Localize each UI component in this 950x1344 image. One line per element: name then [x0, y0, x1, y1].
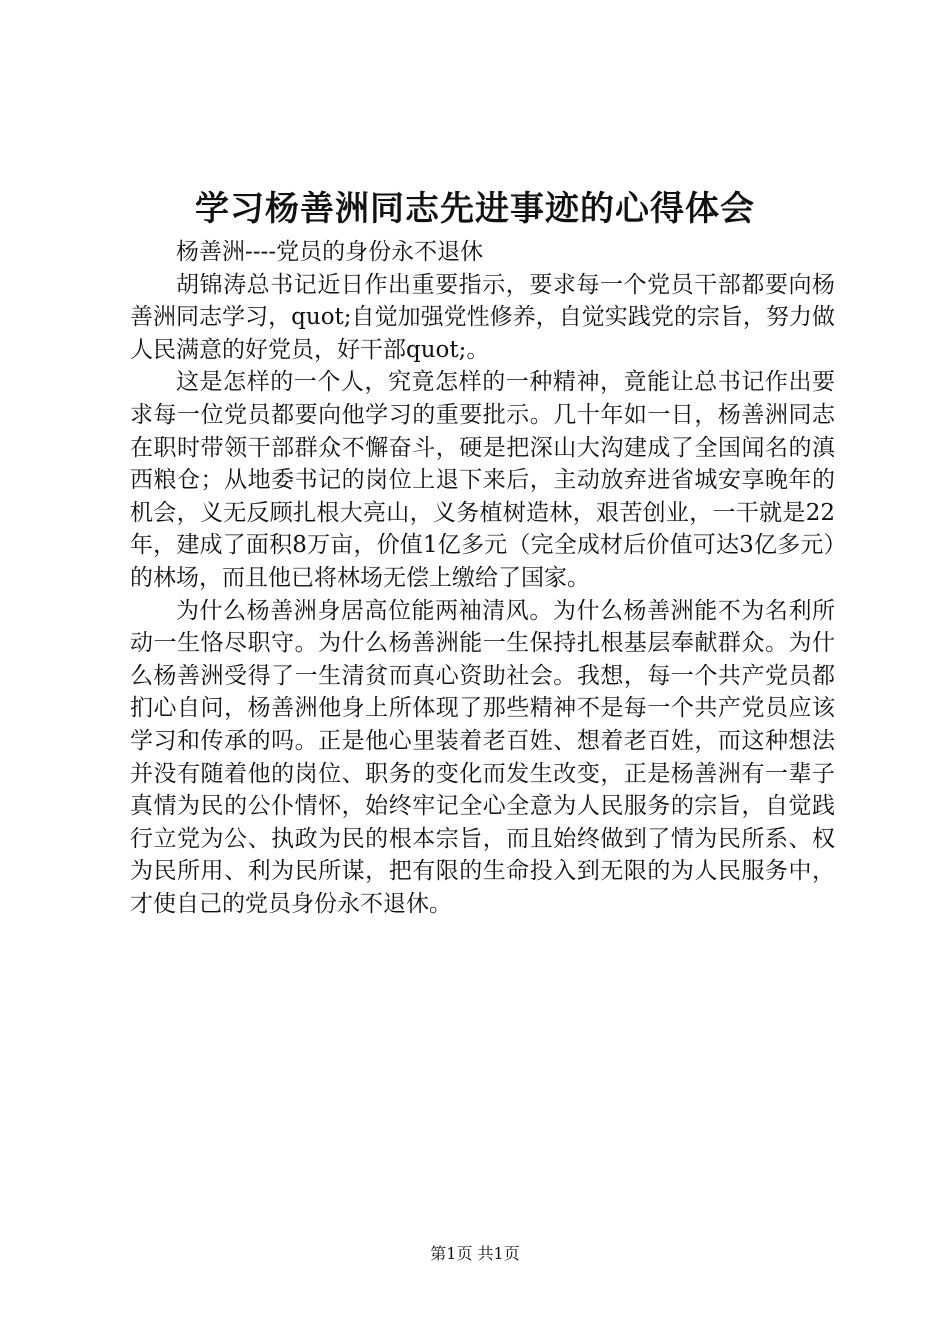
- body-paragraph: 为什么杨善洲身居高位能两袖清风。为什么杨善洲能不为名利所动一生恪尽职守。为什么杨善洲能一生保持扎根基层奉献群众。为什么杨善洲受得了一生清贫而真心资助社会。我想，每一个共产党员都扪心自问，杨善洲他身上所体现了那些精神不是每一个共产党员应该学习和传承的吗。正是他心里装着老百姓、想着老百姓，而这种想法并没有随着他的岗位、职务的变化而发生改变，正是杨善洲有一辈子真情为民的公仆情怀，始终牢记全心全意为人民服务的宗旨，自觉践行立党为公、执政为民的根本宗旨，而且始终做到了情为民所系、权为民所用、利为民所谋，把有限的生命投入到无限的为人民服务中，才使自己的党员身份永不退休。: [130, 597, 835, 917]
- body-paragraph: 胡锦涛总书记近日作出重要指示，要求每一个党员干部都要向杨善洲同志学习，quot;自觉加强党性修养，自觉实践党的宗旨，努力做人民满意的好党员，好干部quot;。: [130, 271, 835, 363]
- document-body: [130, 236, 835, 920]
- body-paragraph: 这是怎样的一个人，究竟怎样的一种精神，竟能让总书记作出要求每一位党员都要向他学习的重要批示。几十年如一日，杨善洲同志在职时带领干部群众不懈奋斗，硬是把深山大沟建成了全国闻名的滇西粮仓；从地委书记的岗位上退下来后，主动放弃进省城安享晚年的机会，义无反顾扎根大亮山，义务植树造林，艰苦创业，一干就是22年，建成了面积8万亩，价值1亿多元（完全成材后价值可达3亿多元）的林场，而且他已将林场无偿上缴给了国家。: [130, 369, 835, 591]
- subtitle-paragraph: 杨善洲----党员的身份永不退休: [176, 239, 484, 265]
- document-title: 学习杨善洲同志先进事迹的心得体会: [195, 189, 755, 229]
- page-footer: 第1页 共1页: [430, 1244, 520, 1263]
